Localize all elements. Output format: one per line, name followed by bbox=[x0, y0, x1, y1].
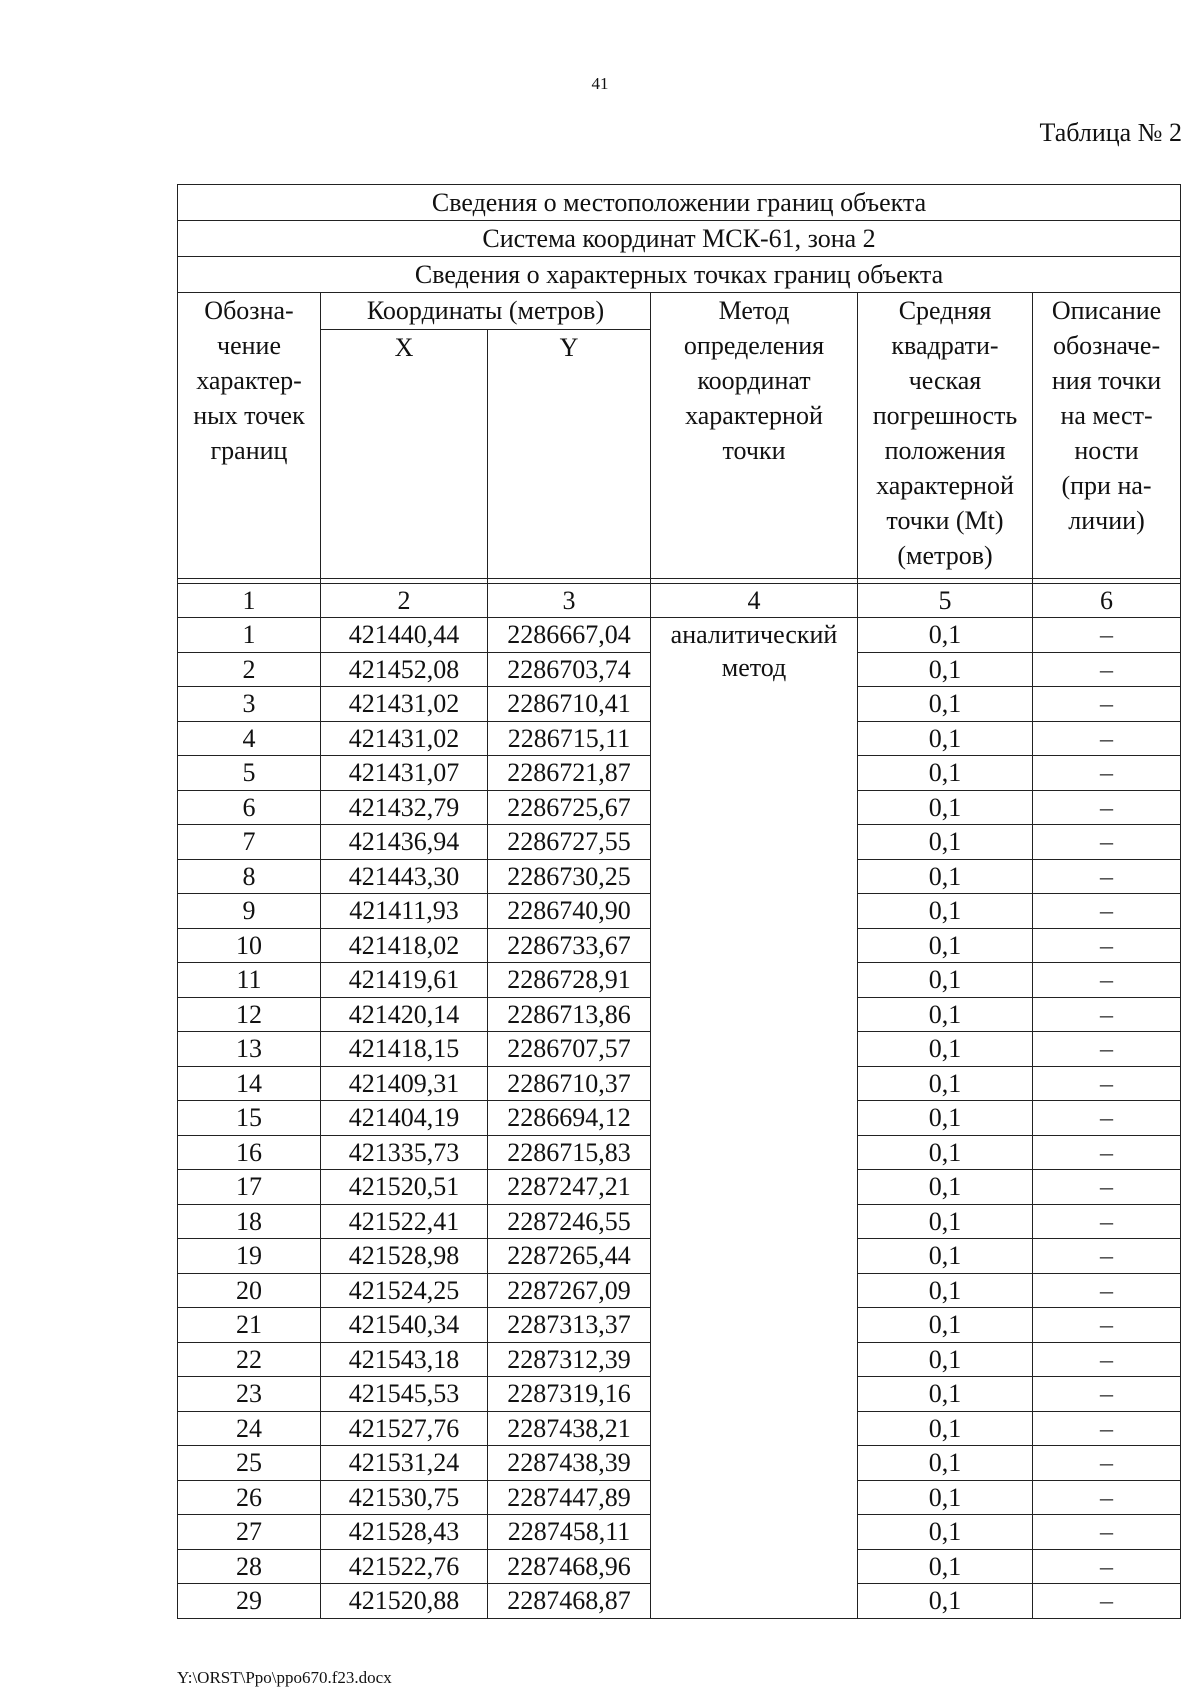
column-number: 5 bbox=[858, 584, 1033, 618]
coordinate-y: 2287313,37 bbox=[488, 1308, 651, 1343]
point-number: 6 bbox=[178, 790, 321, 825]
point-number: 20 bbox=[178, 1273, 321, 1308]
coordinate-y: 2287438,21 bbox=[488, 1411, 651, 1446]
point-description: – bbox=[1033, 963, 1181, 998]
coordinate-x: 421436,94 bbox=[321, 825, 488, 860]
table-caption: Таблица № 2 bbox=[1039, 118, 1182, 147]
coordinate-y: 2287438,39 bbox=[488, 1446, 651, 1481]
point-description: – bbox=[1033, 1066, 1181, 1101]
point-number: 5 bbox=[178, 756, 321, 791]
mean-square-error: 0,1 bbox=[858, 1377, 1033, 1412]
column-number: 4 bbox=[651, 584, 858, 618]
coordinate-x: 421528,43 bbox=[321, 1515, 488, 1550]
coordinate-x: 421409,31 bbox=[321, 1066, 488, 1101]
mean-square-error: 0,1 bbox=[858, 928, 1033, 963]
table-title: Сведения о местоположении границ объекта bbox=[178, 185, 1181, 221]
mean-square-error: 0,1 bbox=[858, 1239, 1033, 1274]
coordinate-x: 421545,53 bbox=[321, 1377, 488, 1412]
point-description: – bbox=[1033, 1101, 1181, 1136]
column-number: 6 bbox=[1033, 584, 1181, 618]
coordinate-y: 2286721,87 bbox=[488, 756, 651, 791]
point-description: – bbox=[1033, 1549, 1181, 1584]
coordinate-y: 2286710,37 bbox=[488, 1066, 651, 1101]
coordinate-y: 2286715,11 bbox=[488, 721, 651, 756]
coordinate-x: 421404,19 bbox=[321, 1101, 488, 1136]
point-number: 22 bbox=[178, 1342, 321, 1377]
point-number: 26 bbox=[178, 1480, 321, 1515]
point-description: – bbox=[1033, 997, 1181, 1032]
coordinate-y: 2286694,12 bbox=[488, 1101, 651, 1136]
point-number: 18 bbox=[178, 1204, 321, 1239]
mean-square-error: 0,1 bbox=[858, 1584, 1033, 1619]
coordinate-y: 2286728,91 bbox=[488, 963, 651, 998]
point-number: 16 bbox=[178, 1135, 321, 1170]
point-number: 1 bbox=[178, 618, 321, 653]
coordinate-y: 2287312,39 bbox=[488, 1342, 651, 1377]
coordinate-y: 2286703,74 bbox=[488, 652, 651, 687]
header-x: X bbox=[321, 330, 488, 579]
footer-file-path: Y:\ORST\Ppo\ppo670.f23.docx bbox=[177, 1668, 392, 1687]
point-description: – bbox=[1033, 1446, 1181, 1481]
coordinate-y: 2287468,96 bbox=[488, 1549, 651, 1584]
coordinate-x: 421431,02 bbox=[321, 721, 488, 756]
point-number: 12 bbox=[178, 997, 321, 1032]
coordinate-x: 421527,76 bbox=[321, 1411, 488, 1446]
coordinate-y: 2286727,55 bbox=[488, 825, 651, 860]
coordinate-y: 2286733,67 bbox=[488, 928, 651, 963]
point-number: 17 bbox=[178, 1170, 321, 1205]
point-number: 29 bbox=[178, 1584, 321, 1619]
coordinate-y: 2287458,11 bbox=[488, 1515, 651, 1550]
point-number: 13 bbox=[178, 1032, 321, 1067]
point-description: – bbox=[1033, 1584, 1181, 1619]
point-number: 3 bbox=[178, 687, 321, 722]
point-description: – bbox=[1033, 1032, 1181, 1067]
point-description: – bbox=[1033, 825, 1181, 860]
mean-square-error: 0,1 bbox=[858, 859, 1033, 894]
point-number: 28 bbox=[178, 1549, 321, 1584]
point-description: – bbox=[1033, 721, 1181, 756]
mean-square-error: 0,1 bbox=[858, 1066, 1033, 1101]
point-description: – bbox=[1033, 687, 1181, 722]
point-number: 2 bbox=[178, 652, 321, 687]
point-number: 19 bbox=[178, 1239, 321, 1274]
header-error: Средняя квадрати- ческая погрешность положения характерной точки (Mt) (метров) bbox=[858, 293, 1033, 579]
mean-square-error: 0,1 bbox=[858, 1342, 1033, 1377]
point-description: – bbox=[1033, 652, 1181, 687]
mean-square-error: 0,1 bbox=[858, 1032, 1033, 1067]
mean-square-error: 0,1 bbox=[858, 1480, 1033, 1515]
point-description: – bbox=[1033, 859, 1181, 894]
coordinate-x: 421452,08 bbox=[321, 652, 488, 687]
point-description: – bbox=[1033, 894, 1181, 929]
coordinate-x: 421418,02 bbox=[321, 928, 488, 963]
mean-square-error: 0,1 bbox=[858, 756, 1033, 791]
coordinate-y: 2287447,89 bbox=[488, 1480, 651, 1515]
points-title: Сведения о характерных точках границ объекта bbox=[178, 257, 1181, 293]
coordinate-y: 2287319,16 bbox=[488, 1377, 651, 1412]
point-number: 10 bbox=[178, 928, 321, 963]
point-description: – bbox=[1033, 1273, 1181, 1308]
coordinate-x: 421522,41 bbox=[321, 1204, 488, 1239]
coordinate-x: 421543,18 bbox=[321, 1342, 488, 1377]
point-number: 15 bbox=[178, 1101, 321, 1136]
coordinate-x: 421431,02 bbox=[321, 687, 488, 722]
coordinate-x: 421520,88 bbox=[321, 1584, 488, 1619]
point-number: 14 bbox=[178, 1066, 321, 1101]
point-number: 25 bbox=[178, 1446, 321, 1481]
mean-square-error: 0,1 bbox=[858, 825, 1033, 860]
page-number: 41 bbox=[591, 74, 609, 93]
point-number: 27 bbox=[178, 1515, 321, 1550]
point-number: 23 bbox=[178, 1377, 321, 1412]
coordinate-y: 2287265,44 bbox=[488, 1239, 651, 1274]
mean-square-error: 0,1 bbox=[858, 652, 1033, 687]
point-description: – bbox=[1033, 1342, 1181, 1377]
point-description: – bbox=[1033, 1204, 1181, 1239]
mean-square-error: 0,1 bbox=[858, 1273, 1033, 1308]
coordinate-x: 421411,93 bbox=[321, 894, 488, 929]
coordinate-y: 2287468,87 bbox=[488, 1584, 651, 1619]
coordinate-x: 421528,98 bbox=[321, 1239, 488, 1274]
coordinate-x: 421522,76 bbox=[321, 1549, 488, 1584]
coordinate-x: 421419,61 bbox=[321, 963, 488, 998]
mean-square-error: 0,1 bbox=[858, 1411, 1033, 1446]
header-y: Y bbox=[488, 330, 651, 579]
coordinate-y: 2286725,67 bbox=[488, 790, 651, 825]
point-description: – bbox=[1033, 1135, 1181, 1170]
column-number: 1 bbox=[178, 584, 321, 618]
mean-square-error: 0,1 bbox=[858, 687, 1033, 722]
point-number: 7 bbox=[178, 825, 321, 860]
point-description: – bbox=[1033, 618, 1181, 653]
coordinate-x: 421520,51 bbox=[321, 1170, 488, 1205]
coordinate-y: 2286740,90 bbox=[488, 894, 651, 929]
point-description: – bbox=[1033, 1515, 1181, 1550]
header-coordinates: Координаты (метров) bbox=[321, 293, 651, 330]
coordinate-y: 2286715,83 bbox=[488, 1135, 651, 1170]
point-description: – bbox=[1033, 1411, 1181, 1446]
coordinate-system-title: Система координат МСК-61, зона 2 bbox=[178, 221, 1181, 257]
point-number: 24 bbox=[178, 1411, 321, 1446]
point-description: – bbox=[1033, 1308, 1181, 1343]
column-number-row bbox=[178, 584, 1181, 618]
table-row bbox=[178, 618, 1181, 653]
coordinate-x: 421418,15 bbox=[321, 1032, 488, 1067]
table-body bbox=[178, 185, 1181, 1619]
point-number: 9 bbox=[178, 894, 321, 929]
mean-square-error: 0,1 bbox=[858, 618, 1033, 653]
coordinate-y: 2286667,04 bbox=[488, 618, 651, 653]
point-description: – bbox=[1033, 1480, 1181, 1515]
coordinate-y: 2286730,25 bbox=[488, 859, 651, 894]
point-number: 11 bbox=[178, 963, 321, 998]
coordinate-y: 2286713,86 bbox=[488, 997, 651, 1032]
column-number: 2 bbox=[321, 584, 488, 618]
coordinate-x: 421524,25 bbox=[321, 1273, 488, 1308]
mean-square-error: 0,1 bbox=[858, 721, 1033, 756]
coordinate-y: 2287246,55 bbox=[488, 1204, 651, 1239]
mean-square-error: 0,1 bbox=[858, 1446, 1033, 1481]
mean-square-error: 0,1 bbox=[858, 1204, 1033, 1239]
coordinate-x: 421420,14 bbox=[321, 997, 488, 1032]
column-number: 3 bbox=[488, 584, 651, 618]
coordinate-x: 421431,07 bbox=[321, 756, 488, 791]
coordinate-x: 421531,24 bbox=[321, 1446, 488, 1481]
point-number: 21 bbox=[178, 1308, 321, 1343]
mean-square-error: 0,1 bbox=[858, 1515, 1033, 1550]
coordinate-x: 421530,75 bbox=[321, 1480, 488, 1515]
coordinate-x: 421540,34 bbox=[321, 1308, 488, 1343]
mean-square-error: 0,1 bbox=[858, 894, 1033, 929]
point-description: – bbox=[1033, 1239, 1181, 1274]
header-designation: Обозна- чение характер- ных точек границ bbox=[178, 293, 321, 579]
header-method: Метод определения координат характерной точки bbox=[651, 293, 858, 579]
coordinate-y: 2286707,57 bbox=[488, 1032, 651, 1067]
coordinates-table bbox=[177, 184, 1181, 1619]
coordinate-x: 421443,30 bbox=[321, 859, 488, 894]
coordinate-y: 2286710,41 bbox=[488, 687, 651, 722]
method-cell: аналитический метод bbox=[651, 618, 858, 1619]
coordinate-y: 2287267,09 bbox=[488, 1273, 651, 1308]
mean-square-error: 0,1 bbox=[858, 1170, 1033, 1205]
point-description: – bbox=[1033, 1170, 1181, 1205]
mean-square-error: 0,1 bbox=[858, 1101, 1033, 1136]
coordinate-x: 421335,73 bbox=[321, 1135, 488, 1170]
point-description: – bbox=[1033, 1377, 1181, 1412]
mean-square-error: 0,1 bbox=[858, 1549, 1033, 1584]
mean-square-error: 0,1 bbox=[858, 997, 1033, 1032]
point-number: 4 bbox=[178, 721, 321, 756]
coordinate-x: 421432,79 bbox=[321, 790, 488, 825]
mean-square-error: 0,1 bbox=[858, 790, 1033, 825]
coordinate-y: 2287247,21 bbox=[488, 1170, 651, 1205]
header-description: Описание обозначе- ния точки на мест- ности (при на- личии) bbox=[1033, 293, 1181, 579]
point-number: 8 bbox=[178, 859, 321, 894]
mean-square-error: 0,1 bbox=[858, 963, 1033, 998]
mean-square-error: 0,1 bbox=[858, 1135, 1033, 1170]
mean-square-error: 0,1 bbox=[858, 1308, 1033, 1343]
coordinate-x: 421440,44 bbox=[321, 618, 488, 653]
point-description: – bbox=[1033, 756, 1181, 791]
point-description: – bbox=[1033, 790, 1181, 825]
point-description: – bbox=[1033, 928, 1181, 963]
